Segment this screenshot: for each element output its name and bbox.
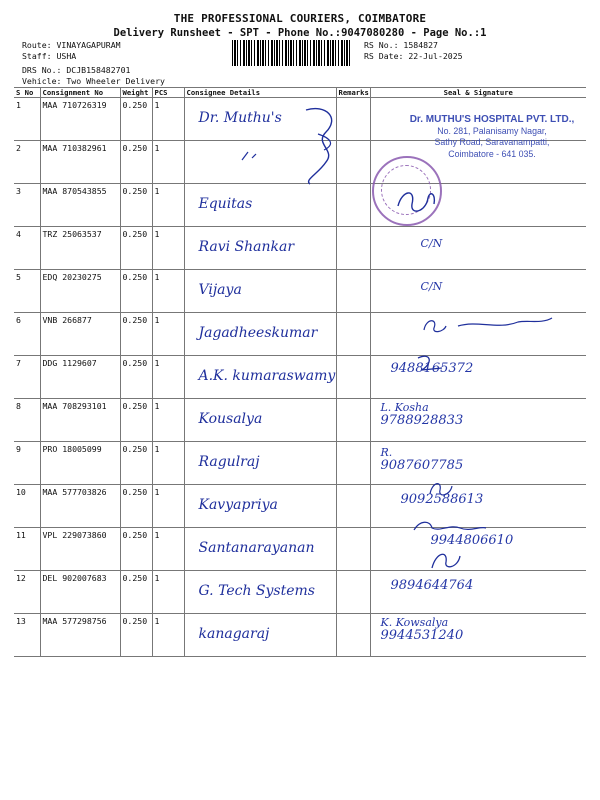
signature-phone: 9894644764 <box>390 578 474 593</box>
table-row <box>14 184 586 227</box>
seal-signature <box>370 356 586 399</box>
pieces: 1 <box>152 614 184 657</box>
signature-phone: 9092588613 <box>400 492 484 507</box>
remarks <box>336 227 370 270</box>
pieces: 1 <box>152 571 184 614</box>
drs-no: DRS No.: DCJB158482701 <box>22 65 131 75</box>
stamp-name: Dr. MUTHU'S HOSPITAL PVT. LTD., <box>409 114 575 125</box>
runsheet-title: THE PROFESSIONAL COURIERS, COIMBATORE <box>173 12 427 25</box>
remarks <box>336 571 370 614</box>
hospital-stamp <box>402 114 582 160</box>
serial-number: 5 <box>14 270 40 313</box>
signature-phone: 9488165372 <box>390 361 474 376</box>
signature-scribble <box>240 150 260 164</box>
col-header: Consignee Details <box>184 88 336 98</box>
weight: 0.250 <box>120 98 152 141</box>
consignee-details <box>184 614 336 657</box>
consignment-number: EDQ 20230275 <box>40 270 120 313</box>
remarks <box>336 356 370 399</box>
signature-phone: 9944806610 <box>430 533 514 548</box>
weight: 0.250 <box>120 356 152 399</box>
pieces: 1 <box>152 442 184 485</box>
consignment-number: DDG 1129607 <box>40 356 120 399</box>
vehicle: Vehicle: Two Wheeler Delivery <box>22 76 165 86</box>
pieces: 1 <box>152 227 184 270</box>
consignee-details <box>184 313 336 356</box>
signature-text <box>381 401 464 427</box>
barcode <box>232 40 352 66</box>
signature-text <box>421 237 443 250</box>
remarks <box>336 442 370 485</box>
consignee-details <box>184 356 336 399</box>
table-row <box>14 227 586 270</box>
consignment-number: MAA 577298756 <box>40 614 120 657</box>
signature-scribble <box>418 312 558 338</box>
serial-number: 6 <box>14 313 40 356</box>
signature-text <box>421 280 443 293</box>
seal-signature <box>370 227 586 270</box>
weight: 0.250 <box>120 614 152 657</box>
seal-signature <box>370 270 586 313</box>
consignee-name: Santanarayanan <box>198 540 315 556</box>
signature-text <box>381 616 464 642</box>
signature-scribble <box>392 184 442 220</box>
col-header: Remarks <box>336 88 370 98</box>
consignee-details <box>184 442 336 485</box>
pieces: 1 <box>152 485 184 528</box>
consignee-name: Ravi Shankar <box>198 239 295 255</box>
signature-text <box>381 446 464 472</box>
signature-scribble <box>412 352 452 376</box>
signature-phone: 9087607785 <box>380 458 464 473</box>
consignee-name: kanagaraj <box>198 626 270 642</box>
consignment-number: DEL 902007683 <box>40 571 120 614</box>
pieces: 1 <box>152 184 184 227</box>
table-row <box>14 485 586 528</box>
consignee-name: A.K. kumaraswamy <box>198 368 336 384</box>
remarks <box>336 399 370 442</box>
consignee-name: Kavyapriya <box>198 497 278 513</box>
weight: 0.250 <box>120 528 152 571</box>
consignee-details <box>184 399 336 442</box>
signature-scribble <box>426 478 456 500</box>
meta-left <box>22 40 165 87</box>
consignment-number: MAA 710382961 <box>40 141 120 184</box>
signature-scribble <box>426 548 466 574</box>
signature-line: L. Kosha <box>380 401 429 414</box>
col-header: PCS <box>152 88 184 98</box>
serial-number: 3 <box>14 184 40 227</box>
consignment-number: MAA 710726319 <box>40 98 120 141</box>
consignee-name: Dr. Muthu's <box>198 110 282 126</box>
runsheet-subtitle: Delivery Runsheet - SPT - Phone No.:9047080280 - Page No.:1 <box>113 27 487 39</box>
remarks <box>336 614 370 657</box>
consignee-name: Jagadheeskumar <box>198 325 318 341</box>
consignee-name: Equitas <box>198 196 253 212</box>
signature-line: C/N <box>420 237 443 250</box>
weight: 0.250 <box>120 399 152 442</box>
serial-number: 1 <box>14 98 40 141</box>
col-header: Weight <box>120 88 152 98</box>
signature-phone: 9788928833 <box>380 413 464 428</box>
consignment-number: TRZ 25063537 <box>40 227 120 270</box>
consignee-details <box>184 571 336 614</box>
serial-number: 10 <box>14 485 40 528</box>
col-header: S No <box>14 88 40 98</box>
weight: 0.250 <box>120 485 152 528</box>
weight: 0.250 <box>120 270 152 313</box>
consignee-name: Vijaya <box>198 282 242 298</box>
table-row <box>14 399 586 442</box>
signature-line: K. Kowsalya <box>380 616 449 629</box>
route: Route: VINAYAGAPURAM <box>22 40 121 50</box>
consignment-number: MAA 870543855 <box>40 184 120 227</box>
consignee-details <box>184 485 336 528</box>
pieces: 1 <box>152 528 184 571</box>
consignment-number: MAA 708293101 <box>40 399 120 442</box>
weight: 0.250 <box>120 227 152 270</box>
signature-text <box>391 579 474 592</box>
serial-number: 8 <box>14 399 40 442</box>
remarks <box>336 528 370 571</box>
signature-phone: 9944531240 <box>380 628 464 643</box>
table-row <box>14 442 586 485</box>
table-row <box>14 528 586 571</box>
signature-line: R. <box>380 446 393 459</box>
pieces: 1 <box>152 98 184 141</box>
signature-line: C/N <box>420 280 443 293</box>
remarks <box>336 270 370 313</box>
consignee-details <box>184 227 336 270</box>
pieces: 1 <box>152 356 184 399</box>
weight: 0.250 <box>120 571 152 614</box>
consignee-name: G. Tech Systems <box>198 583 315 599</box>
remarks <box>336 184 370 227</box>
weight: 0.250 <box>120 313 152 356</box>
consignee-details <box>184 270 336 313</box>
weight: 0.250 <box>120 184 152 227</box>
serial-number: 7 <box>14 356 40 399</box>
staff: Staff: USHA <box>22 51 77 61</box>
serial-number: 9 <box>14 442 40 485</box>
serial-number: 4 <box>14 227 40 270</box>
serial-number: 2 <box>14 141 40 184</box>
serial-number: 12 <box>14 571 40 614</box>
consignment-number: VNB 266877 <box>40 313 120 356</box>
remarks <box>336 485 370 528</box>
stamp-line: Coimbatore - 641 035. <box>448 148 536 159</box>
consignee-details <box>184 184 336 227</box>
serial-number: 11 <box>14 528 40 571</box>
col-header: Consignment No <box>40 88 120 98</box>
consignee-name: Ragulraj <box>198 454 260 470</box>
stamp-line: No. 281, Palanisamy Nagar, <box>437 125 547 136</box>
rs-no: RS No.: 1584827 <box>364 40 438 50</box>
table-row <box>14 356 586 399</box>
rs-date: RS Date: 22-Jul-2025 <box>364 51 463 61</box>
pieces: 1 <box>152 141 184 184</box>
signature-scribble <box>410 518 490 536</box>
table-row <box>14 614 586 657</box>
consignment-number: MAA 577703826 <box>40 485 120 528</box>
pieces: 1 <box>152 399 184 442</box>
seal-signature <box>370 399 586 442</box>
stamp-line: Sathy Road, Saravanampatti, <box>434 137 550 147</box>
seal-signature <box>370 571 586 614</box>
consignment-number: PRO 18005099 <box>40 442 120 485</box>
pieces: 1 <box>152 313 184 356</box>
col-header: Seal & Signature <box>370 88 586 98</box>
signature-scribble <box>296 104 346 188</box>
weight: 0.250 <box>120 141 152 184</box>
pieces: 1 <box>152 270 184 313</box>
table-row <box>14 270 586 313</box>
table-row <box>14 571 586 614</box>
seal-signature <box>370 614 586 657</box>
serial-number: 13 <box>14 614 40 657</box>
seal-signature <box>370 442 586 485</box>
meta-right <box>364 40 463 62</box>
remarks <box>336 313 370 356</box>
consignment-number: VPL 229073860 <box>40 528 120 571</box>
table-header-row <box>14 88 586 98</box>
consignee-name: Kousalya <box>198 411 263 427</box>
consignee-details <box>184 528 336 571</box>
weight: 0.250 <box>120 442 152 485</box>
